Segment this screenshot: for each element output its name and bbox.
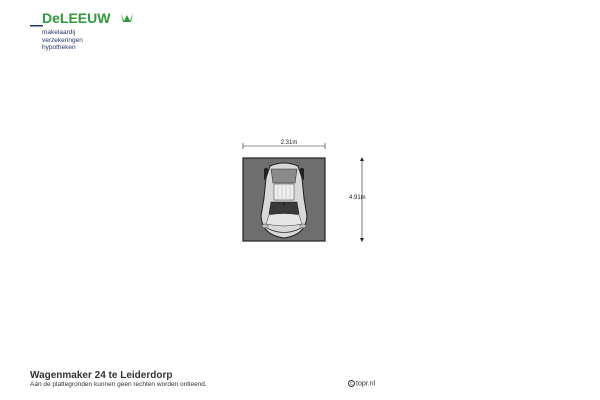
copyright-icon: c: [348, 380, 355, 387]
address-title: Wagenmaker 24 te Leiderdorp: [30, 370, 173, 381]
width-dimension-label: 2.31m: [280, 140, 298, 146]
logo-tagline: [42, 29, 83, 52]
topr-credit-text: topr.nl: [356, 380, 376, 388]
logo-tagline-line: makelaardij: [42, 29, 76, 36]
floor-plan: [238, 138, 378, 248]
deleeuw-logo-mark: [30, 9, 140, 29]
disclaimer-text: Aan de plattegronden kunnen geen rechten worden ontleend.: [30, 381, 207, 388]
height-dimension-label: 4.91m: [349, 195, 366, 201]
crown-icon: [121, 13, 133, 22]
logo-tagline-line: hypotheken: [42, 44, 76, 52]
car-top-view-icon: [261, 163, 307, 238]
logo-brand-text: DeLEEUW: [42, 10, 111, 26]
topr-credit: [348, 380, 375, 387]
company-logo: [30, 9, 150, 69]
logo-tagline-line: verzekeringen: [42, 36, 83, 44]
